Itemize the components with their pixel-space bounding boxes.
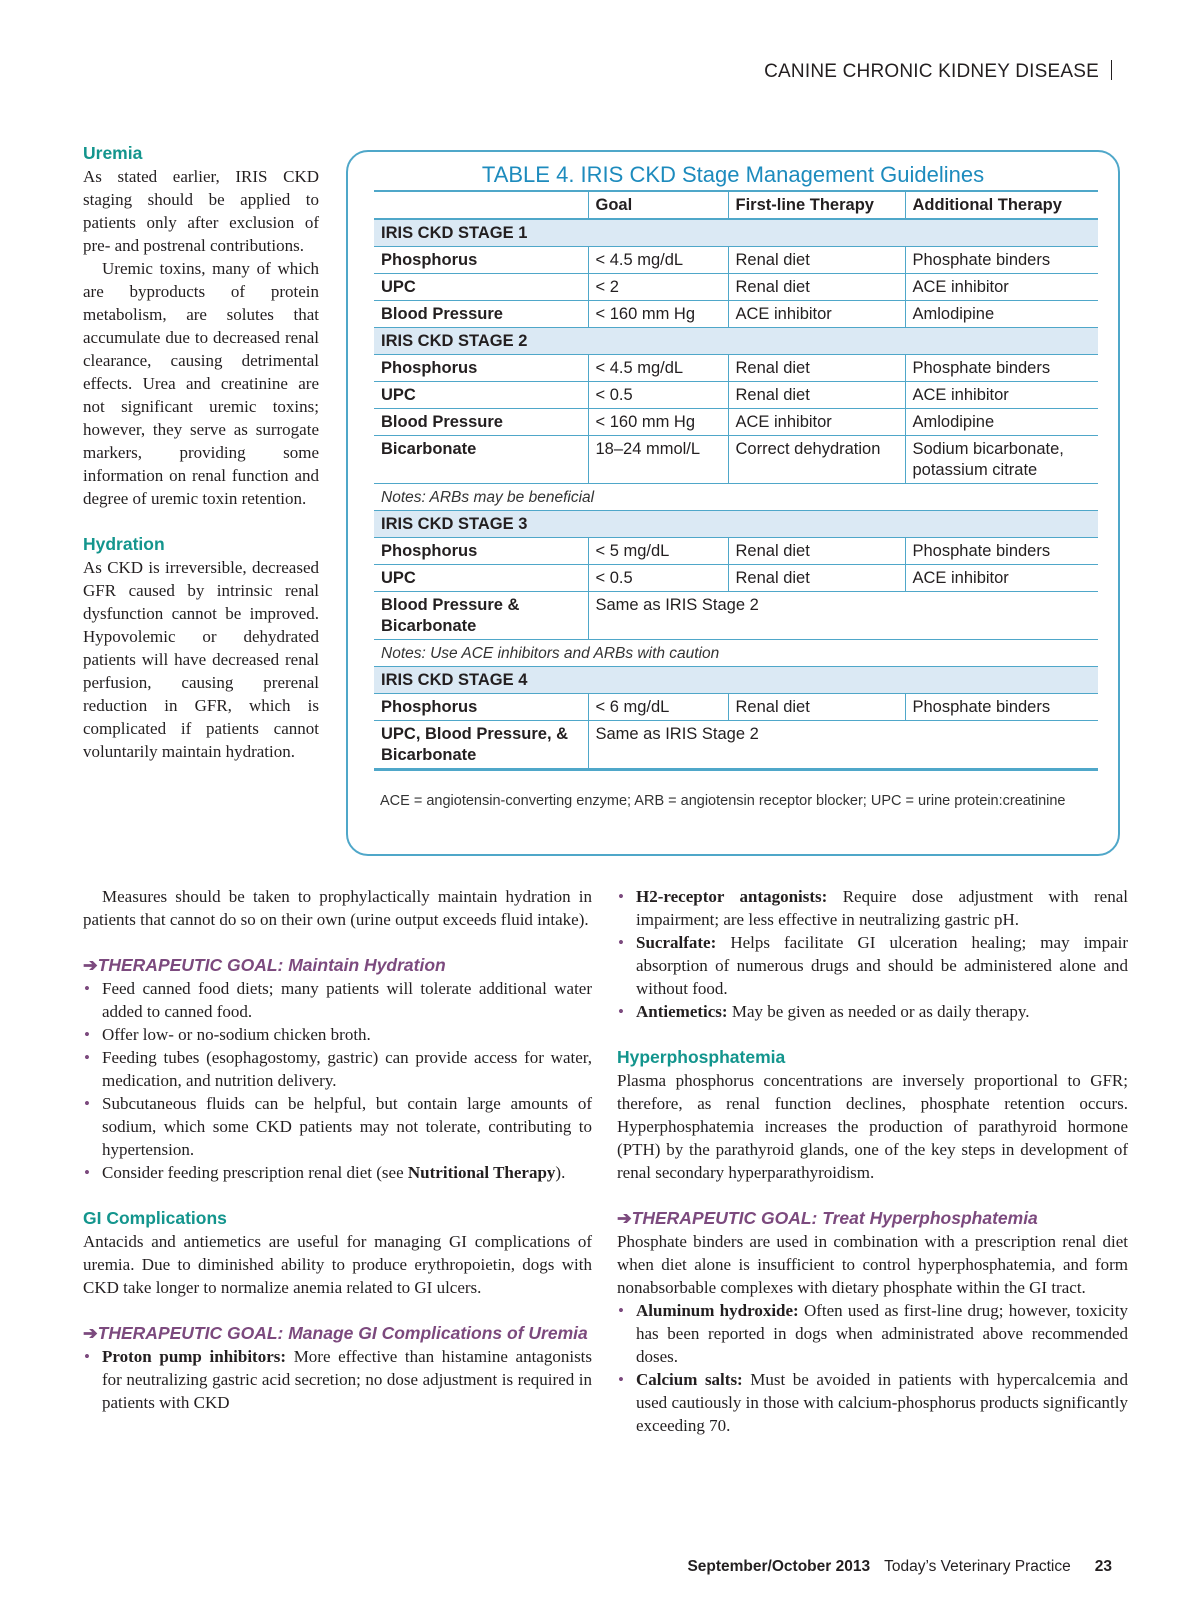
right-column-lower <box>617 885 1128 1437</box>
table-row: Blood Pressure & Bicarbonate Same as IRIS Stage 2 <box>374 592 1098 640</box>
bullet-icon: • <box>618 1301 624 1320</box>
bullet-icon: • <box>84 1025 90 1044</box>
list-item: • H2-receptor antagonists: Require dose adjustment with renal impairment; are less effective in neutralizing gastric pH. <box>618 887 1128 929</box>
stage-label: IRIS CKD STAGE 2 <box>374 328 1098 355</box>
table-header-cell: Additional Therapy <box>905 191 1098 219</box>
iris-stage-table <box>374 190 1098 771</box>
table-header-cell: First-line Therapy <box>728 191 905 219</box>
list-item: • Sucralfate: Helps facilitate GI ulceration healing; may impair absorption of numerous drugs and should be administered alone and without food. <box>618 933 1128 998</box>
bullet-icon: • <box>84 1347 90 1366</box>
gi-paragraph-1: Antacids and antiemetics are useful for managing GI complications of uremia. Due to diminished ability to produce erythropoietin, dogs with CKD take longer to normalize anemia related to GI ulcers. <box>83 1232 592 1297</box>
hydration-bullets <box>83 977 592 1184</box>
table-row: UPC, Blood Pressure, & Bicarbonate Same as IRIS Stage 2 <box>374 721 1098 770</box>
table-header-cell <box>374 191 588 219</box>
hydration-paragraph-1: As CKD is irreversible, decreased GFR caused by intrinsic renal dysfunction cannot be improved. Hypovolemic or dehydrated patients will have decreased renal perfusion, causing prerenal reduction in GFR, which is complicated if patients cannot voluntarily maintain hydration. <box>83 558 319 761</box>
goal-hydration-text: THERAPEUTIC GOAL: Maintain Hydration <box>97 955 446 975</box>
stage-row <box>374 219 1098 247</box>
stage-label: IRIS CKD STAGE 3 <box>374 511 1098 538</box>
left-column-narrow <box>83 142 319 763</box>
table-row: UPC < 0.5 Renal diet ACE inhibitor <box>374 382 1098 409</box>
stage-row <box>374 667 1098 694</box>
gi-heading: GI Complications <box>83 1208 227 1228</box>
list-item: • Subcutaneous fluids can be helpful, but contain large amounts of sodium, which some CKD patients may not tolerate, contributing to hypertension. <box>84 1094 592 1159</box>
page-number: 23 <box>1094 1558 1112 1575</box>
table-row: UPC < 0.5 Renal diet ACE inhibitor <box>374 565 1098 592</box>
goal-gi-text: THERAPEUTIC GOAL: Manage GI Complications of Uremia <box>97 1323 588 1343</box>
page-footer <box>687 1558 1112 1576</box>
table-4-box <box>346 150 1120 856</box>
bullet-icon: • <box>618 887 624 906</box>
nutritional-therapy-ref: Nutritional Therapy <box>407 1163 556 1182</box>
table-row: Blood Pressure < 160 mm Hg ACE inhibitor Amlodipine <box>374 409 1098 436</box>
footer-publication: Today’s Veterinary Practice <box>884 1558 1071 1575</box>
note-row <box>374 484 1098 511</box>
footer-issue: September/October 2013 <box>687 1558 871 1575</box>
running-head-divider <box>1111 60 1112 80</box>
table-row: Blood Pressure < 160 mm Hg ACE inhibitor Amlodipine <box>374 301 1098 328</box>
list-item: • Calcium salts: Must be avoided in patients with hypercalcemia and used cautiously in those with calcium-phosphorus products significantly exceeding 70. <box>618 1370 1128 1435</box>
table-row: Phosphorus < 4.5 mg/dL Renal diet Phosphate binders <box>374 355 1098 382</box>
arrow-icon: ➔ <box>617 1208 632 1228</box>
stage-label: IRIS CKD STAGE 4 <box>374 667 1098 694</box>
uremia-paragraph-1: As stated earlier, IRIS CKD staging should be applied to patients only after exclusion of pre- and postrenal contributions. <box>83 167 319 255</box>
bullet-icon: • <box>618 1370 624 1389</box>
list-item: • Feeding tubes (esophagostomy, gastric) can provide access for water, medication, and nutrition delivery. <box>84 1048 592 1090</box>
running-head-text: CANINE CHRONIC KIDNEY DISEASE <box>764 61 1099 82</box>
hyperphosphatemia-heading: Hyperphosphatemia <box>617 1047 786 1067</box>
table-row: Phosphorus < 6 mg/dL Renal diet Phosphate binders <box>374 694 1098 721</box>
stage-row <box>374 328 1098 355</box>
list-item: • Aluminum hydroxide: Often used as first-line drug; however, toxicity has been reported in dogs when administrated above recommended doses. <box>618 1301 1128 1366</box>
table-row: Phosphorus < 5 mg/dL Renal diet Phosphate binders <box>374 538 1098 565</box>
table-title: TABLE 4. IRIS CKD Stage Management Guidelines <box>481 162 985 187</box>
goal-hyperphosphatemia-text: THERAPEUTIC GOAL: Treat Hyperphosphatemia <box>631 1208 1038 1228</box>
list-item: • Antiemetics: May be given as needed or as daily therapy. <box>618 1002 1030 1021</box>
hydration-heading: Hydration <box>83 534 165 554</box>
binder-bullets <box>617 1299 1128 1437</box>
table-header-row <box>374 191 1098 219</box>
arrow-icon: ➔ <box>83 1323 98 1343</box>
goal-hyperphosphatemia <box>617 1207 1128 1230</box>
arrow-icon: ➔ <box>83 955 98 975</box>
hyperphosphatemia-paragraph-2: Phosphate binders are used in combination with a prescription renal diet when diet alone is insufficient to control hyperphosphatemia, and form nonabsorbable complexes with dietary phosphate within the GI tract. <box>617 1232 1128 1297</box>
stage-note: Notes: Use ACE inhibitors and ARBs with caution <box>374 640 1098 667</box>
table-footnote: ACE = angiotensin-converting enzyme; ARB = angiotensin receptor blocker; UPC = urine protein:creatinine <box>380 793 1066 809</box>
gi-bullets <box>617 885 1128 1023</box>
list-item: • Feed canned food diets; many patients will tolerate additional water added to canned food. <box>84 979 592 1021</box>
bullet-icon: • <box>84 1094 90 1113</box>
stage-row <box>374 511 1098 538</box>
table-header-cell: Goal <box>588 191 728 219</box>
list-item: • Proton pump inhibitors: More effective than histamine antagonists for neutralizing gastric acid secretion; no dose adjustment is required in patients with CKD <box>84 1347 593 1412</box>
stage-label: IRIS CKD STAGE 1 <box>374 219 1098 247</box>
left-column-lower <box>83 885 592 1414</box>
ppi-bullets <box>83 1345 592 1414</box>
uremia-paragraph-2: Uremic toxins, many of which are byproducts of protein metabolism, are solutes that accumulate due to decreased renal clearance, causing detrimental effects. Urea and creatinine are not significant uremic toxins; however, they serve as surrogate markers, providing some information on renal function and degree of uremic toxin retention. <box>83 259 319 508</box>
note-row <box>374 640 1098 667</box>
table-row: Phosphorus < 4.5 mg/dL Renal diet Phosphate binders <box>374 247 1098 274</box>
goal-gi <box>83 1322 592 1345</box>
goal-hydration <box>83 954 592 977</box>
table-row: Bicarbonate 18–24 mmol/L Correct dehydration Sodium bicarbonate, potassium citrate <box>374 436 1098 484</box>
bullet-icon: • <box>84 1163 90 1182</box>
stage-note: Notes: ARBs may be beneficial <box>374 484 1098 511</box>
bullet-icon: • <box>618 1002 624 1021</box>
hydration-paragraph-2: Measures should be taken to prophylactically maintain hydration in patients that cannot do so on their own (urine output exceeds fluid intake). <box>83 887 592 929</box>
uremia-heading: Uremia <box>83 143 143 163</box>
bullet-icon: • <box>84 1048 90 1067</box>
table-row: UPC < 2 Renal diet ACE inhibitor <box>374 274 1098 301</box>
list-item: • Consider feeding prescription renal diet (see Nutritional Therapy). <box>84 1163 566 1182</box>
bullet-icon: • <box>84 979 90 998</box>
bullet-icon: • <box>618 933 624 952</box>
list-item: • Offer low- or no-sodium chicken broth. <box>84 1025 371 1044</box>
hyperphosphatemia-paragraph-1: Plasma phosphorus concentrations are inversely proportional to GFR; therefore, as renal function declines, phosphate retention occurs. Hyperphosphatemia increases the production of parathyroid hormone (PTH) by the parathyroid glands, one of the key steps in development of renal secondary hyperparathyroidism. <box>617 1071 1128 1182</box>
running-head <box>764 60 1112 83</box>
